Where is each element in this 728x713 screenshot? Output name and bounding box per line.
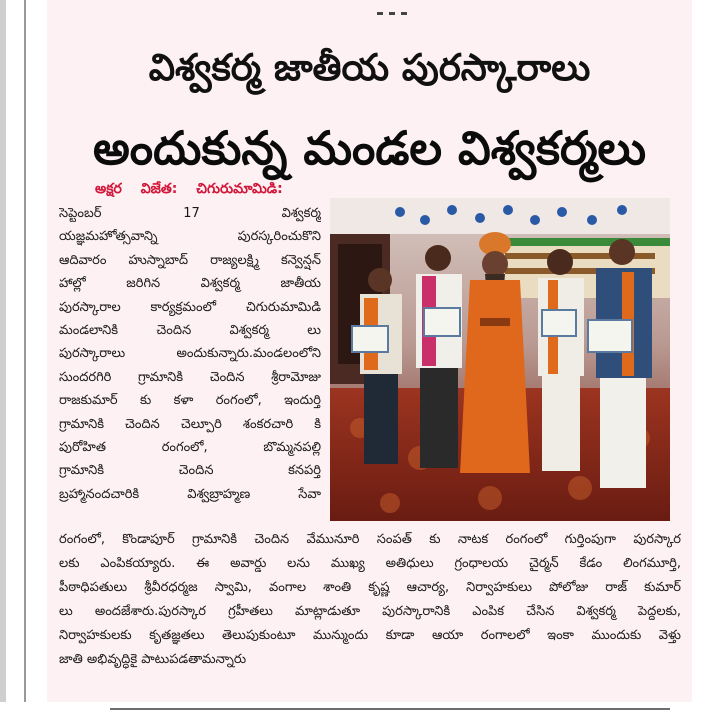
body-line: సెప్టెంబర్ 17 విశ్వకర్మ <box>59 206 321 221</box>
body-line: హాల్లో జరిగిన విశ్వకర్మ జాతీయ <box>59 276 321 292</box>
body-line: మండలానికి చెందిన విశ్వకర్మ లు <box>59 323 321 339</box>
headline-line-2: అందుకున్న మండల విశ్వకర్మలు <box>92 121 647 175</box>
byline-role: విజేత: <box>140 181 178 197</box>
body-line: పీఠాధిపతులు శ్రీవీరధర్మజ స్వామి, వంగాల శాంతి కృష్ణ ఆచార్య, నిర్వాహకులు పోలోజు రాజ్ కుమార్ <box>59 580 681 595</box>
award-ceremony-photo <box>330 198 670 521</box>
page-bottom-edge <box>0 702 728 713</box>
body-line: గ్రామానికి చెందిన కనపర్తి <box>59 463 321 479</box>
body-line: గ్రామానికి చెందిన చెల్పూరి శంకరచారి కి <box>59 416 321 432</box>
body-line: సుందరగిరి గ్రామానికి చెందిన శ్రీరామోజు <box>59 369 321 385</box>
body-line: బ్రహ్మానందచారికి విశ్వబ్రాహ్మణ సేవా <box>59 486 321 502</box>
body-line: జాతి అభివృద్ధికై పాటుపడతామన్నారు <box>59 652 247 667</box>
byline <box>95 181 297 200</box>
body-line: ఆదివారం హుస్నాబాద్ రాజ్యలక్ష్మి కన్వెన్షన్ <box>59 252 321 268</box>
body-line: పురస్కారాల కార్యక్రమంలో చిగురుమామిడి <box>59 299 321 315</box>
headline-line-1: విశ్వకర్మ జాతీయ పురస్కారాలు <box>148 46 591 89</box>
body-line: రాజకుమార్ కు కళా రంగంలో, ఇందుర్తి <box>59 393 321 409</box>
byline-source: అక్షర <box>95 181 122 197</box>
body-line: రంగంలో, కొండాపూర్ గ్రామానికి చెందిన వేమునూరి సంపత్ కు నాటక రంగంలో గుర్తింపుగా పురస్కార <box>59 532 681 547</box>
article-body-column <box>59 202 321 506</box>
photo-illustration <box>330 198 670 521</box>
page-left-edge <box>0 0 6 713</box>
body-line: పురస్కారాలు అందుకున్నారు.మండలంలోని <box>59 346 321 362</box>
bottom-divider <box>110 708 670 710</box>
body-line: లు అందజేశారు.పురస్కార గ్రహీతలు మాట్లాడుతూ పురస్కారానికి ఎంపిక చేసిన విశ్వకర్మ పెద్దలకు, <box>59 604 681 619</box>
body-line: యజ్ఞమహోత్సవాన్ని పురస్కరించుకొని <box>59 229 321 245</box>
byline-place: చిగురుమామిడి: <box>196 181 283 197</box>
article-body-continued <box>59 528 681 672</box>
body-line: నిర్వాహకులకు కృతజ్ఞతలు తెలుపుకుంటూ మున్ముందు కూడా ఆయా రంగాలలో ఇంకా ముందుకు వెళ్తు <box>59 628 681 643</box>
page-left-divider <box>24 0 26 713</box>
newspaper-clipping <box>47 0 692 702</box>
body-line: లకు ఎంపికయ్యారు. ఈ అవార్డు లను ముఖ్య అతిధులు గ్రంధాలయ చైర్మన్ కేడం లింగమూర్తి, <box>59 556 681 571</box>
cut-off-text-fragment <box>377 0 467 5</box>
body-line: పురోహిత రంగంలో, బొమ్మనపల్లి <box>59 440 321 456</box>
